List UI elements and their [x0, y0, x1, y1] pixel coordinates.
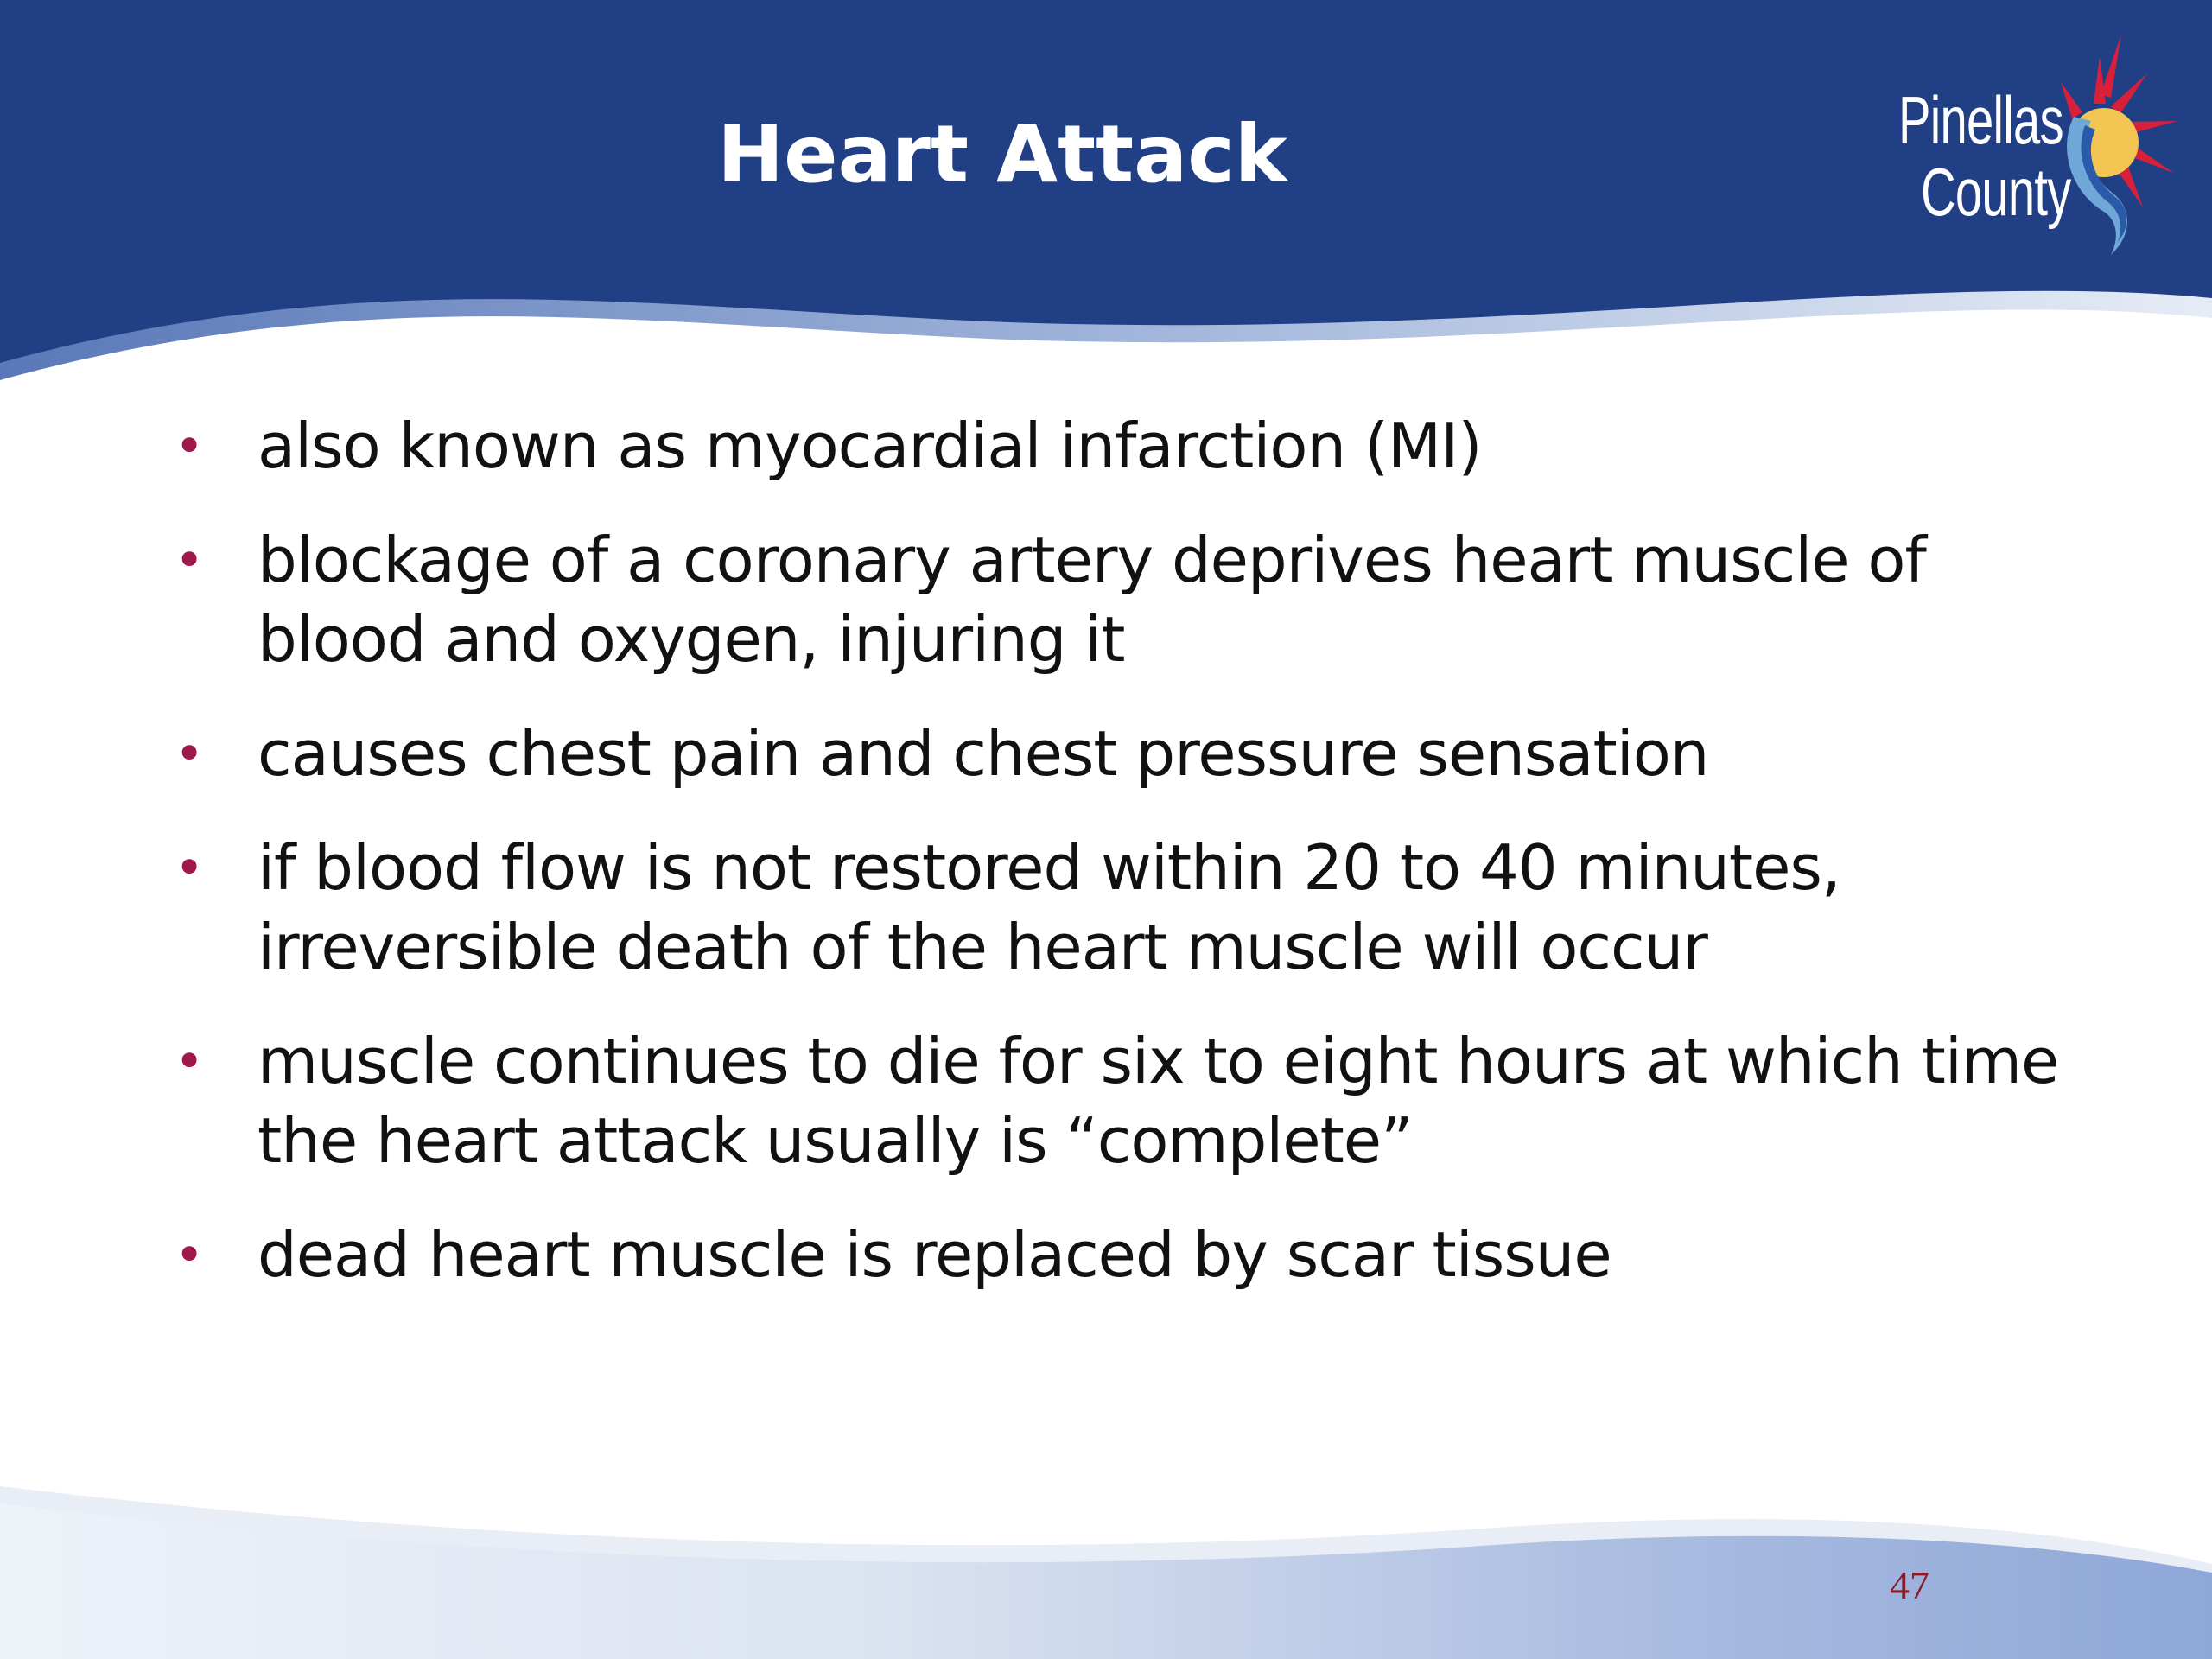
- bullet-text: blockage of a coronary artery deprives heart muscle of blood and oxygen, injuring it: [257, 524, 1926, 676]
- list-item: [164, 828, 2065, 987]
- logo-text-line2: County: [1921, 154, 2071, 230]
- bullet-icon: •: [175, 838, 204, 897]
- pinellas-county-logo: [1888, 22, 2182, 272]
- bullet-text: dead heart muscle is replaced by scar tissue: [257, 1218, 1611, 1291]
- list-item: [164, 1021, 2065, 1180]
- bullet-icon: •: [175, 724, 204, 783]
- bullet-icon: •: [175, 531, 204, 589]
- bullet-icon: •: [175, 1225, 204, 1284]
- list-item: [164, 406, 2065, 486]
- list-item: [164, 714, 2065, 793]
- bullet-text: if blood flow is not restored within 20 to 40 minutes, irreversible death of the heart muscle will occur: [257, 831, 1840, 983]
- list-item: [164, 1215, 2065, 1294]
- bullet-text: also known as myocardial infarction (MI): [257, 410, 1482, 482]
- page-number: 47: [1890, 1563, 1929, 1607]
- bullet-icon: •: [175, 416, 204, 475]
- list-item: [164, 520, 2065, 679]
- bullet-icon: •: [175, 1032, 204, 1090]
- slide-title: Heart Attack: [717, 108, 1287, 200]
- bullet-text: causes chest pain and chest pressure sensation: [257, 717, 1709, 790]
- bullet-list: [164, 406, 2065, 1329]
- bullet-text: muscle continues to die for six to eight hours at which time the heart attack usually is “complete”: [257, 1025, 2059, 1177]
- footer-wave: [0, 1469, 2212, 1659]
- logo-text-line1: Pinellas: [1898, 82, 2063, 158]
